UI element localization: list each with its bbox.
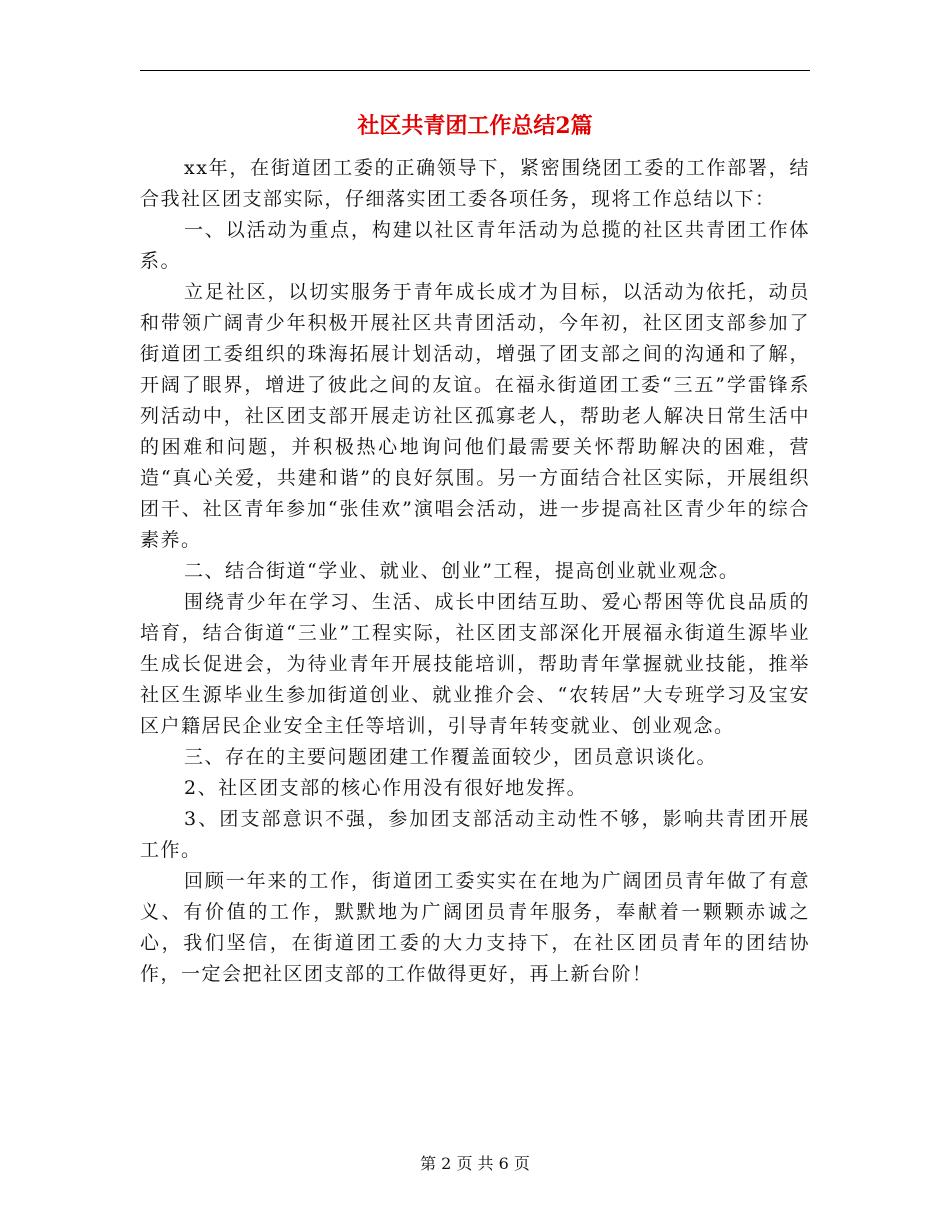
document-body bbox=[140, 153, 810, 990]
paragraph-problem-3: 3、团支部意识不强，参加团支部活动主动性不够，影响共青团开展工作。 bbox=[140, 808, 810, 861]
document-title: 社区共青团工作总结2篇 bbox=[357, 113, 593, 139]
header-rule bbox=[140, 70, 810, 71]
paragraph-heading-1: 一、以活动为重点，构建以社区青年活动为总揽的社区共青团工作体系。 bbox=[140, 219, 810, 272]
paragraph-conclusion: 回顾一年来的工作，街道团工委实实在在地为广阔团员青年做了有意义、有价值的工作，默默地为广阔团员青年服务，奉献着一颗颗赤诚之心，我们坚信，在街道团工委的大力支持下，在社区团员青年的团结协作，一定会把社区团支部的工作做得更好，再上新台阶！ bbox=[140, 870, 810, 985]
paragraph-heading-3: 三、存在的主要问题团建工作覆盖面较少，团员意识谈化。 bbox=[184, 746, 718, 768]
paragraph-activities: 立足社区，以切实服务于青年成长成才为目标，以活动为依托，动员和带领广阔青少年积极开展社区共青团活动，今年初，社区团支部参加了街道团工委组织的珠海拓展计划活动，增强了团支部之间的沟通和了解，开阔了眼界，增进了彼此之间的友谊。在福永街道团工委“三五”学雷锋系列活动中，社区团支部开展走访社区孤寡老人，帮助老人解决日常生活中的困难和问题，并积极热心地询问他们最需要关怀帮助解决的困难，营造“真心关爱，共建和谐”的良好氛围。另一方面结合社区实际，开展组织团干、社区青年参加“张佳欢”演唱会活动，进一步提高社区青少年的综合素养。 bbox=[140, 281, 810, 551]
page-number: 第 2 页 共 6 页 bbox=[420, 1154, 530, 1173]
paragraph-heading-2: 二、结合街道“学业、就业、创业”工程，提高创业就业观念。 bbox=[184, 560, 740, 582]
paragraph-employment: 围绕青少年在学习、生活、成长中团结互助、爱心帮困等优良品质的培育，结合街道“三业”工程实际，社区团支部深化开展福永街道生源毕业生成长促进会，为待业青年开展技能培训，帮助青年掌握就业技能，推举社区生源毕业生参加街道创业、就业推介会、“农转居”大专班学习及宝安区户籍居民企业安全主任等培训，引导青年转变就业、创业观念。 bbox=[140, 591, 810, 737]
paragraph-problem-2: 2、社区团支部的核心作用没有很好地发挥。 bbox=[184, 777, 588, 799]
paragraph-intro: xx年，在街道团工委的正确领导下，紧密围绕团工委的工作部署，结合我社区团支部实际，仔细落实团工委各项任务，现将工作总结以下： bbox=[140, 157, 810, 210]
